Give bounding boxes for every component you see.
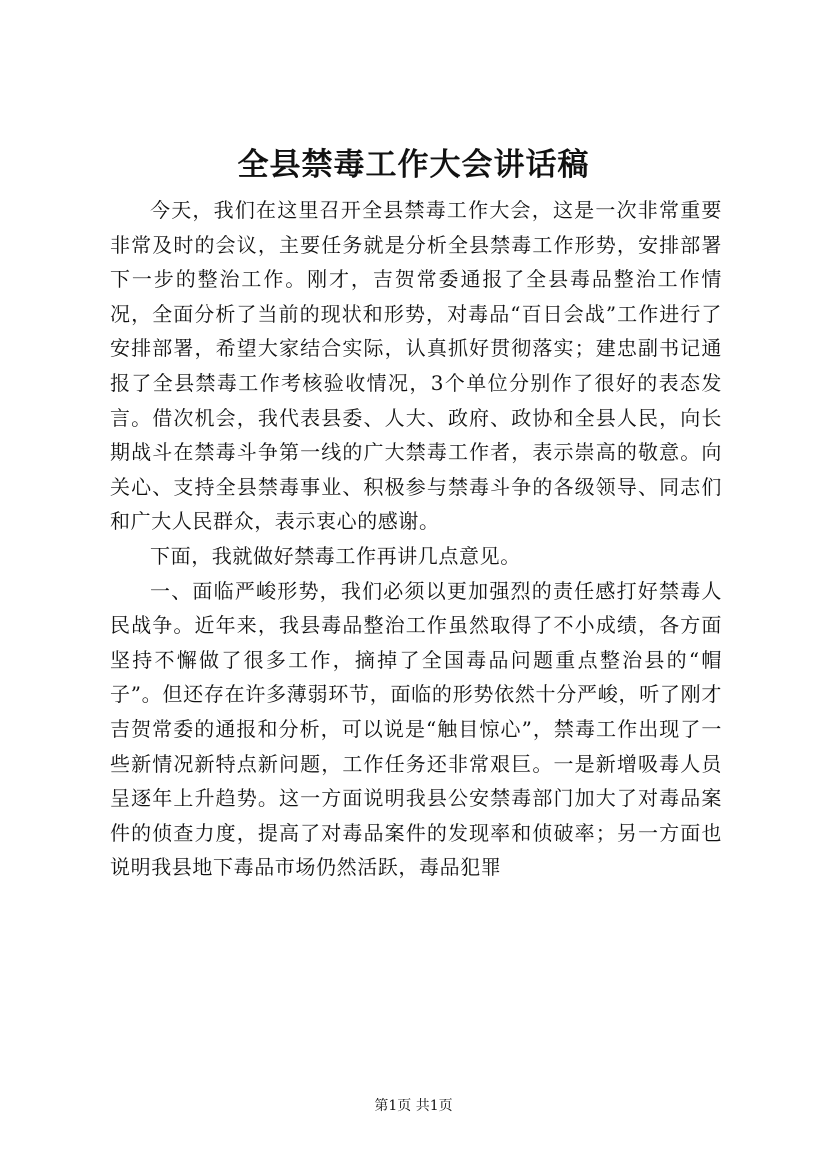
- paragraph-transition: 下面，我就做好禁毒工作再讲几点意见。: [150, 543, 521, 568]
- document-body: [110, 193, 722, 885]
- paragraph-section-one: 一、面临严峻形势，我们必须以更加强烈的责任感打好禁毒人民战争。近年来，我县毒品整治工作虽然取得了不小成绩，各方面坚持不懈做了很多工作，摘掉了全国毒品问题重点整治县的“帽子”。但还存在许多薄弱环节，面临的形势依然十分严峻，听了刚才吉贺常委的通报和分析，可以说是“触目惊心”，禁毒工作出现了一些新情况新特点新问题，工作任务还非常艰巨。一是新增吸毒人员呈逐年上升趋势。这一方面说明我县公安禁毒部门加大了对毒品案件的侦查力度，提高了对毒品案件的发现率和侦破率；另一方面也说明我县地下毒品市场仍然活跃，毒品犯罪: [110, 578, 722, 880]
- paragraph-opening: 今天，我们在这里召开全县禁毒工作大会，这是一次非常重要非常及时的会议，主要任务就是分析全县禁毒工作形势，安排部署下一步的整治工作。刚才，吉贺常委通报了全县毒品整治工作情况，全面分析了当前的现状和形势，对毒品“百日会战”工作进行了安排部署，希望大家结合实际，认真抓好贯彻落实；建忠副书记通报了全县禁毒工作考核验收情况，3个单位分别作了很好的表态发言。借次机会，我代表县委、人大、政府、政协和全县人民，向长期战斗在禁毒斗争第一线的广大禁毒工作者，表示崇高的敬意。向关心、支持全县禁毒事业、积极参与禁毒斗争的各级领导、同志们和广大人民群众，表示衷心的感谢。: [110, 198, 722, 534]
- document-title: 全县禁毒工作大会讲话稿: [237, 147, 590, 183]
- page-footer: 第1页 共1页: [374, 1098, 453, 1114]
